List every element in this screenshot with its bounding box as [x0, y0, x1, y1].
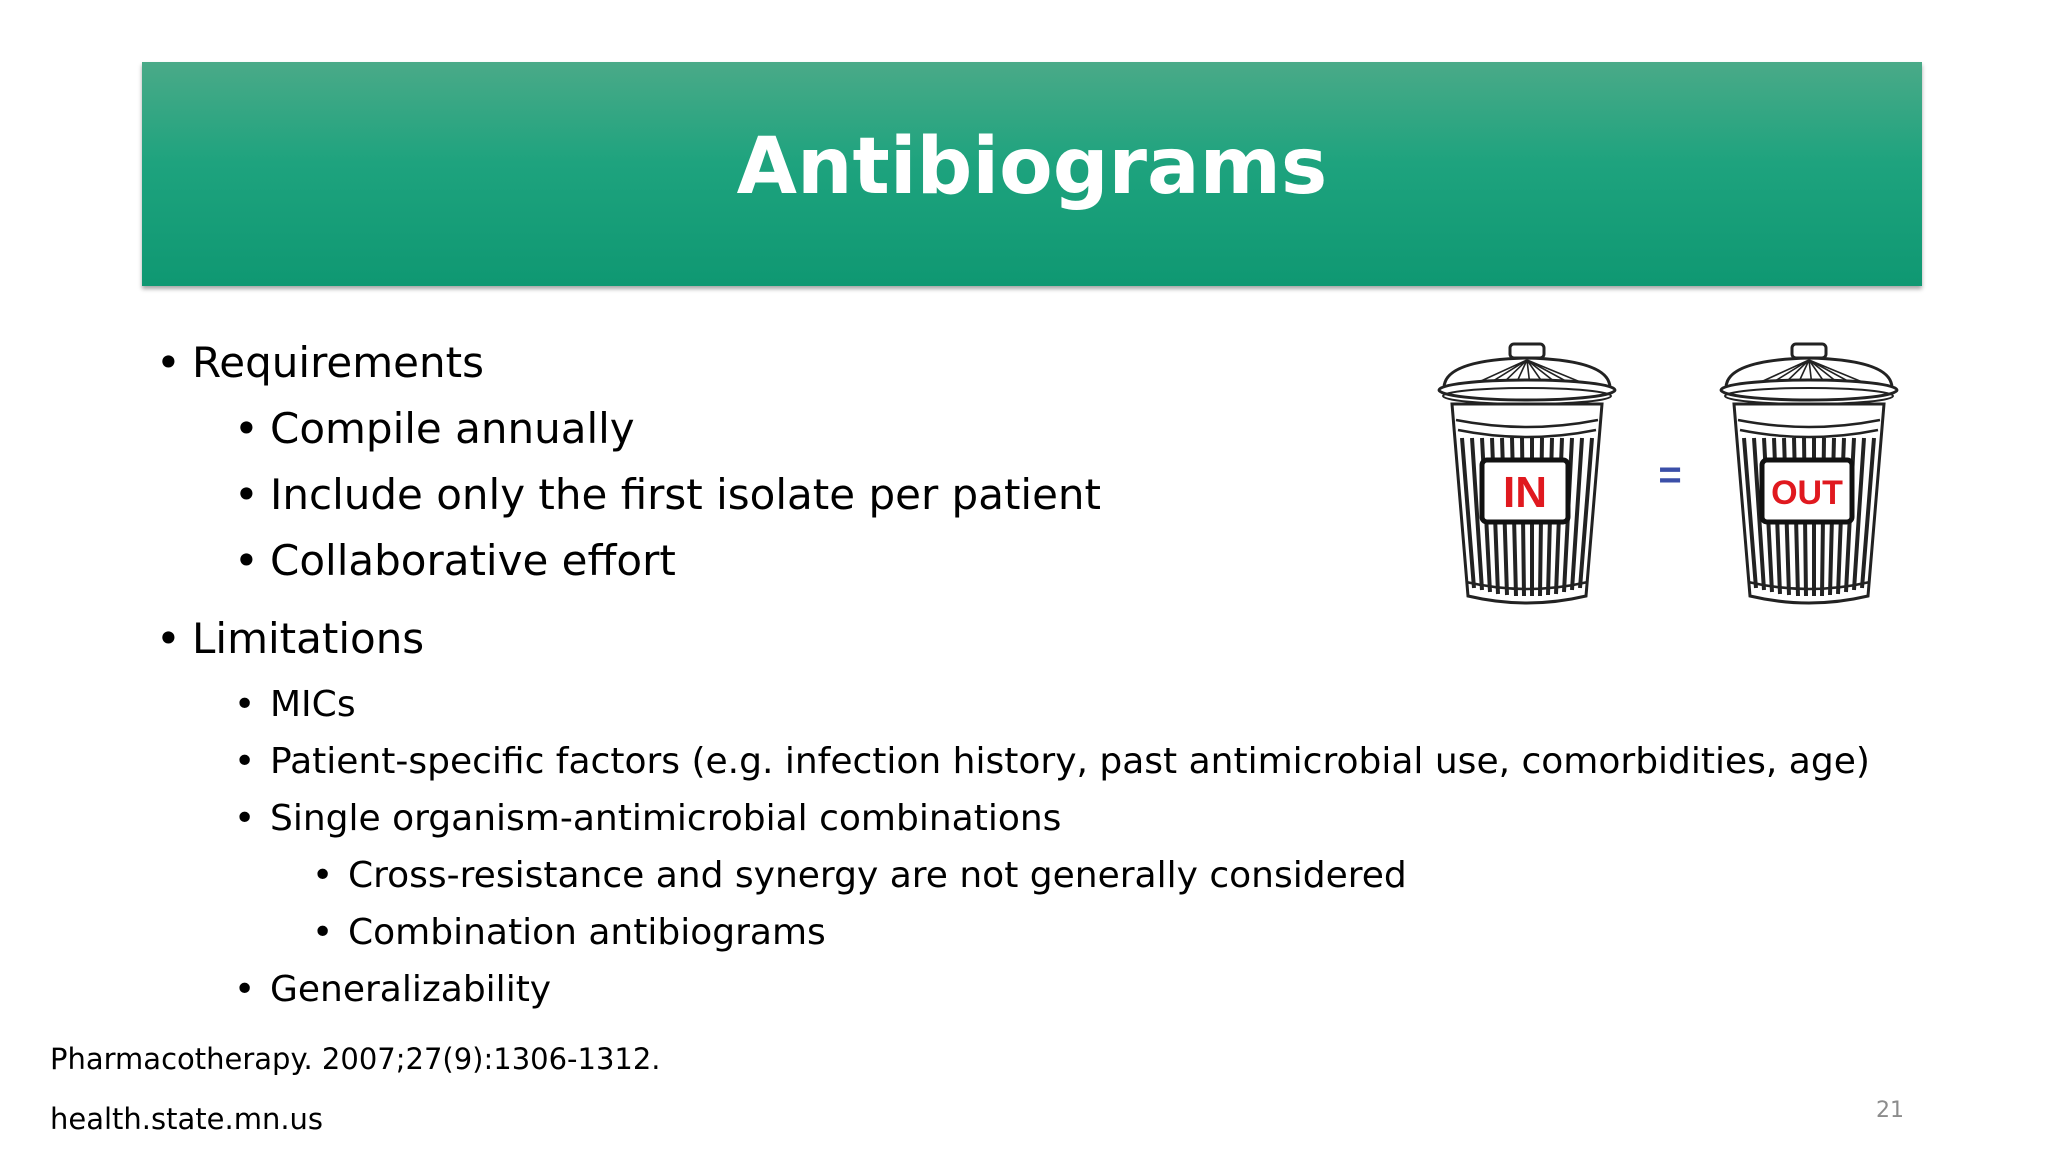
source-url: health.state.mn.us [50, 1102, 324, 1136]
bullet-text: Single organism-antimicrobial combinations [270, 798, 1062, 839]
bullet-icon: • [312, 855, 334, 896]
bullet-text: Collaborative effort [270, 536, 676, 585]
bullet-requirement-item [234, 470, 1101, 519]
bullet-limitation-item [234, 684, 356, 725]
bullet-icon: • [234, 969, 256, 1010]
bullet-icon: • [234, 404, 259, 453]
bullet-icon: • [156, 338, 181, 387]
left-trash-can-icon [1439, 344, 1615, 603]
bullet-text: Cross-resistance and synergy are not generally considered [348, 855, 1407, 896]
bullet-text: MICs [270, 684, 356, 725]
bullet-text: Requirements [192, 338, 484, 387]
bullet-limitation-item [234, 798, 1061, 839]
bullet-icon: • [156, 614, 181, 663]
bullet-limitation-subitem [312, 912, 826, 953]
page-number: 21 [1876, 1098, 1904, 1123]
out-label: OUT [1771, 474, 1843, 512]
bullet-icon: • [234, 470, 259, 519]
bullet-icon: • [234, 684, 256, 725]
equals-sign: = [1658, 453, 1682, 497]
bullet-requirement-item [234, 404, 635, 453]
slide-title: Antibiograms [736, 122, 1328, 212]
bullet-text: Limitations [192, 614, 425, 663]
in-label: IN [1503, 468, 1547, 517]
bullet-text: Include only the first isolate per patient [270, 470, 1102, 519]
citation: Pharmacotherapy. 2007;27(9):1306-1312. [50, 1042, 661, 1076]
bullet-requirements [156, 338, 484, 387]
title-banner [142, 62, 1922, 286]
bullet-text: Patient-specific factors (e.g. infection history, past antimicrobial use, comorbidities, age) [270, 741, 1870, 782]
bullet-limitation-item [234, 741, 1870, 782]
bullet-limitation-subitem [312, 855, 1407, 896]
bullet-icon: • [234, 798, 256, 839]
bullet-icon: • [312, 912, 334, 953]
trash-can-illustration [1430, 338, 1910, 618]
bullet-text: Compile annually [270, 404, 635, 453]
bullet-text: Generalizability [270, 969, 552, 1010]
bullet-requirement-item [234, 536, 676, 585]
right-trash-can-icon [1721, 344, 1897, 603]
bullet-limitation-item [234, 969, 551, 1010]
bullet-icon: • [234, 741, 256, 782]
bullet-icon: • [234, 536, 259, 585]
bullet-text: Combination antibiograms [348, 912, 826, 953]
bullet-limitations [156, 614, 424, 663]
